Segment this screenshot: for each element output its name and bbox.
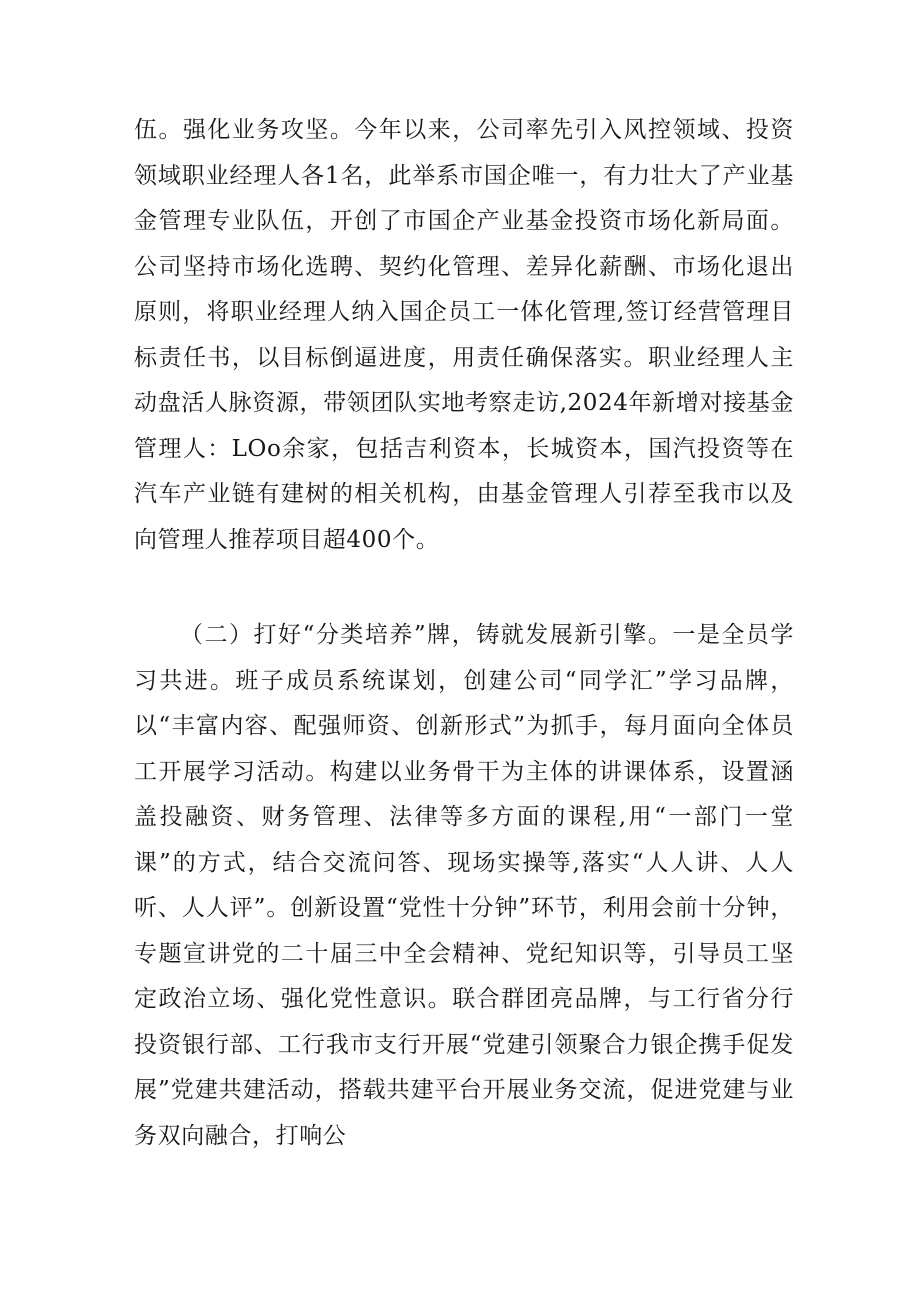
body-paragraph-1: 伍。强化业务攻坚。今年以来，公司率先引入风控领域、投资领域职业经理人各1名，此举系市国企唯一，有力壮大了产业基金管理专业队伍，开创了市国企产业基金投资市场化新局面。公司坚持市场化选聘、契约化管理、差异化薪酬、市场化退出原则，将职业经理人纳入国企员工一体化管理,签订经营管理目标责任书，以目标倒逼进度，用责任确保落实。职业经理人主动盘活人脉资源，带领团队实地考察走访,2024年新增对接基金管理人：LOo余家，包括吉利资本，长城资本，国汽投资等在汽车产业链有建树的相关机构，由基金管理人引荐至我市以及向管理人推荐项目超400个。 xyxy=(134,117,794,553)
body-paragraph-2: （二）打好“分类培养”牌，铸就发展新引擎。一是全员学习共进。班子成员系统谋划，创建公司“同学汇”学习品牌，以“丰富内容、配强师资、创新形式”为抓手，每月面向全体员工开展学习活动。构建以业务骨干为主体的讲课体系，设置涵盖投融资、财务管理、法律等多方面的课程,用“一部门一堂课”的方式，结合交流问答、现场实操等,落实“人人讲、人人听、人人评”。创新设置“党性十分钟”环节，利用会前十分钟，专题宣讲党的二十届三中全会精神、党纪知识等，引导员工坚定政治立场、强化党性意识。联合群团亮品牌，与工行省分行投资银行部、工行我市支行开展“党建引领聚合力银企携手促发展”党建共建活动，搭载共建平台开展业务交流，促进党建与业务双向融合，打响公 xyxy=(134,622,794,1149)
